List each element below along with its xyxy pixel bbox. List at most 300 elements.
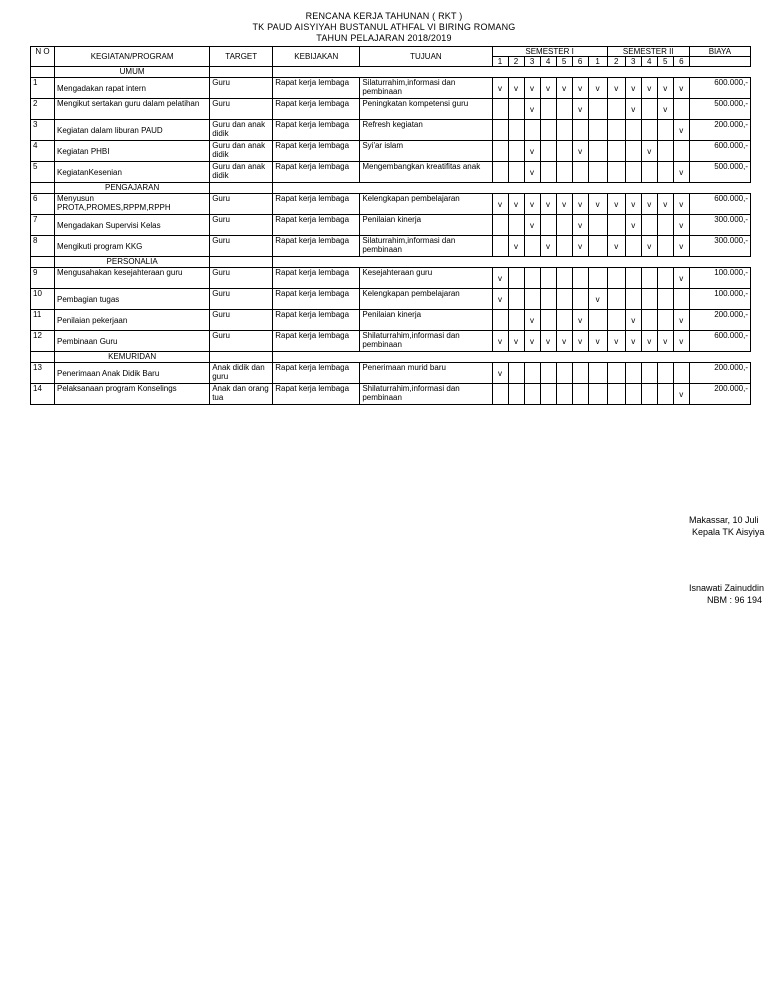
row-month-mark: v — [508, 331, 524, 352]
section-empty-cell — [657, 257, 673, 268]
row-biaya: 300.000,- — [689, 215, 750, 236]
row-month-mark — [540, 215, 556, 236]
row-month-mark: v — [657, 331, 673, 352]
row-month-mark — [588, 162, 607, 183]
row-month-mark: v — [524, 310, 540, 331]
row-month-mark: v — [492, 331, 508, 352]
row-tujuan: Penilaian kinerja — [360, 215, 492, 236]
row-no: 3 — [31, 120, 55, 141]
row-kebijakan: Rapat kerja lembaga — [273, 310, 360, 331]
row-month-mark: v — [572, 99, 588, 120]
section-no-empty — [31, 67, 55, 78]
row-month-mark: v — [492, 194, 508, 215]
row-month-mark — [572, 162, 588, 183]
row-month-mark: v — [540, 236, 556, 257]
section-empty-cell — [588, 257, 607, 268]
row-month-mark — [556, 384, 572, 405]
row-no: 1 — [31, 78, 55, 99]
row-month-mark — [625, 363, 641, 384]
row-month-mark — [607, 99, 625, 120]
col-header-biaya: BIAYA — [689, 47, 750, 57]
month-header-s2-3: 3 — [625, 57, 641, 67]
row-month-mark: v — [524, 194, 540, 215]
section-empty-cell — [492, 257, 508, 268]
row-program: Pelaksanaan program Konselings — [55, 384, 210, 405]
row-tujuan: Silaturrahim,informasi dan pembinaan — [360, 78, 492, 99]
row-month-mark: v — [492, 289, 508, 310]
row-program: Mengusahakan kesejahteraan guru — [55, 268, 210, 289]
table-row — [31, 120, 751, 141]
row-month-mark — [492, 120, 508, 141]
row-program: Kegiatan dalam liburan PAUD — [55, 120, 210, 141]
row-month-mark — [556, 141, 572, 162]
section-target-empty — [210, 67, 273, 78]
row-month-mark — [540, 120, 556, 141]
row-no: 12 — [31, 331, 55, 352]
row-kebijakan: Rapat kerja lembaga — [273, 78, 360, 99]
signature-place-date: Makassar, 10 Juli — [689, 515, 759, 525]
row-biaya: 500.000,- — [689, 162, 750, 183]
table-row — [31, 384, 751, 405]
row-month-mark: v — [657, 78, 673, 99]
row-target: Guru dan anak didik — [210, 141, 273, 162]
month-header-s2-6: 6 — [673, 57, 689, 67]
row-no: 5 — [31, 162, 55, 183]
row-month-mark: v — [492, 268, 508, 289]
row-month-mark — [556, 99, 572, 120]
rkt-body — [31, 67, 751, 405]
row-month-mark — [588, 236, 607, 257]
row-tujuan: Silaturrahim,informasi dan pembinaan — [360, 236, 492, 257]
section-empty-cell — [588, 183, 607, 194]
row-no: 4 — [31, 141, 55, 162]
row-month-mark — [492, 236, 508, 257]
month-header-s2-4: 4 — [641, 57, 657, 67]
section-empty-cell — [673, 183, 689, 194]
row-no: 14 — [31, 384, 55, 405]
section-empty-cell — [556, 257, 572, 268]
month-header-s1-3: 3 — [524, 57, 540, 67]
row-month-mark — [492, 384, 508, 405]
row-program: KegiatanKesenian — [55, 162, 210, 183]
table-row — [31, 363, 751, 384]
month-header-s2-5: 5 — [657, 57, 673, 67]
academic-year: TAHUN PELAJARAN 2018/2019 — [316, 33, 452, 43]
row-target: Guru dan anak didik — [210, 162, 273, 183]
document-header — [0, 11, 768, 44]
row-month-mark — [556, 215, 572, 236]
section-empty-cell — [540, 67, 556, 78]
row-month-mark: v — [641, 236, 657, 257]
section-empty-cell — [524, 67, 540, 78]
table-row — [31, 331, 751, 352]
row-month-mark — [607, 268, 625, 289]
row-biaya: 300.000,- — [689, 236, 750, 257]
row-month-mark — [540, 141, 556, 162]
row-target: Guru — [210, 268, 273, 289]
section-empty-cell — [360, 67, 492, 78]
row-month-mark — [673, 141, 689, 162]
row-month-mark: v — [556, 194, 572, 215]
row-program: Mengikut sertakan guru dalam pelatihan — [55, 99, 210, 120]
row-month-mark: v — [524, 78, 540, 99]
row-month-mark — [641, 384, 657, 405]
row-month-mark — [540, 99, 556, 120]
row-month-mark — [625, 384, 641, 405]
row-month-mark: v — [673, 215, 689, 236]
row-month-mark — [556, 162, 572, 183]
row-biaya: 600.000,- — [689, 141, 750, 162]
row-month-mark — [588, 120, 607, 141]
section-empty-cell — [572, 67, 588, 78]
row-month-mark — [607, 363, 625, 384]
table-row — [31, 310, 751, 331]
section-empty-cell — [273, 183, 360, 194]
table-row — [31, 78, 751, 99]
row-tujuan: Refresh kegiatan — [360, 120, 492, 141]
row-month-mark — [508, 268, 524, 289]
row-month-mark — [625, 120, 641, 141]
row-program: Penerimaan Anak Didik Baru — [55, 363, 210, 384]
row-biaya: 200.000,- — [689, 310, 750, 331]
section-empty-cell — [360, 257, 492, 268]
col-header-kebijakan: KEBIJAKAN — [273, 47, 360, 67]
row-month-mark — [572, 384, 588, 405]
row-month-mark: v — [556, 78, 572, 99]
section-target-empty — [210, 257, 273, 268]
row-month-mark — [641, 363, 657, 384]
row-target: Guru — [210, 99, 273, 120]
row-month-mark — [492, 215, 508, 236]
row-kebijakan: Rapat kerja lembaga — [273, 162, 360, 183]
row-no: 11 — [31, 310, 55, 331]
row-month-mark — [524, 268, 540, 289]
row-month-mark — [508, 310, 524, 331]
col-header-tujuan: TUJUAN — [360, 47, 492, 67]
section-empty-cell — [540, 352, 556, 363]
row-month-mark — [572, 363, 588, 384]
table-row — [31, 99, 751, 120]
row-month-mark: v — [572, 78, 588, 99]
section-empty-cell — [641, 257, 657, 268]
section-empty-cell — [492, 67, 508, 78]
row-month-mark — [556, 268, 572, 289]
table-row — [31, 215, 751, 236]
row-month-mark: v — [625, 194, 641, 215]
row-month-mark: v — [492, 78, 508, 99]
table-row — [31, 236, 751, 257]
row-month-mark: v — [524, 141, 540, 162]
row-month-mark: v — [492, 363, 508, 384]
row-kebijakan: Rapat kerja lembaga — [273, 268, 360, 289]
row-tujuan: Penilaian kinerja — [360, 310, 492, 331]
col-header-no: N O — [31, 47, 55, 67]
row-program: Menyusun PROTA,PROMES,RPPM,RPPH — [55, 194, 210, 215]
row-month-mark — [673, 99, 689, 120]
row-month-mark: v — [641, 194, 657, 215]
section-empty-cell — [673, 352, 689, 363]
month-header-s2-2: 2 — [607, 57, 625, 67]
row-month-mark — [657, 120, 673, 141]
row-month-mark — [588, 384, 607, 405]
row-program: Mengadakan Supervisi Kelas — [55, 215, 210, 236]
section-empty-cell — [689, 67, 750, 78]
row-month-mark: v — [540, 78, 556, 99]
row-month-mark — [508, 363, 524, 384]
row-biaya: 600.000,- — [689, 331, 750, 352]
section-empty-cell — [572, 257, 588, 268]
section-empty-cell — [492, 352, 508, 363]
row-month-mark: v — [625, 331, 641, 352]
row-biaya: 100.000,- — [689, 289, 750, 310]
section-empty-cell — [556, 183, 572, 194]
row-month-mark: v — [641, 331, 657, 352]
row-tujuan: Shilaturrahim,informasi dan pembinaan — [360, 331, 492, 352]
section-empty-cell — [508, 67, 524, 78]
row-month-mark — [657, 363, 673, 384]
section-no-empty — [31, 183, 55, 194]
row-month-mark — [556, 236, 572, 257]
row-month-mark — [556, 120, 572, 141]
row-month-mark: v — [572, 215, 588, 236]
section-empty-cell — [273, 67, 360, 78]
row-month-mark — [657, 384, 673, 405]
row-month-mark: v — [673, 120, 689, 141]
row-month-mark — [657, 268, 673, 289]
month-header-s1-2: 2 — [508, 57, 524, 67]
row-kebijakan: Rapat kerja lembaga — [273, 331, 360, 352]
row-month-mark: v — [625, 215, 641, 236]
row-month-mark: v — [673, 162, 689, 183]
row-month-mark: v — [508, 194, 524, 215]
row-month-mark: v — [540, 194, 556, 215]
row-no: 13 — [31, 363, 55, 384]
row-no: 2 — [31, 99, 55, 120]
row-month-mark: v — [524, 215, 540, 236]
row-month-mark: v — [607, 78, 625, 99]
section-empty-cell — [607, 352, 625, 363]
rkt-table — [30, 46, 751, 405]
month-header-s1-4: 4 — [540, 57, 556, 67]
section-title: PERSONALIA — [55, 257, 210, 268]
row-kebijakan: Rapat kerja lembaga — [273, 215, 360, 236]
row-month-mark: v — [572, 141, 588, 162]
row-month-mark — [524, 120, 540, 141]
row-month-mark: v — [657, 194, 673, 215]
section-empty-cell — [625, 183, 641, 194]
row-tujuan: Syi'ar islam — [360, 141, 492, 162]
row-month-mark: v — [524, 162, 540, 183]
school-name: TK PAUD AISYIYAH BUSTANUL ATHFAL VI BIRING ROMANG — [252, 22, 516, 32]
row-month-mark: v — [673, 384, 689, 405]
row-month-mark — [588, 268, 607, 289]
row-month-mark — [625, 289, 641, 310]
row-month-mark: v — [572, 331, 588, 352]
section-empty-cell — [524, 352, 540, 363]
row-month-mark — [492, 99, 508, 120]
row-month-mark: v — [625, 78, 641, 99]
row-kebijakan: Rapat kerja lembaga — [273, 141, 360, 162]
row-month-mark: v — [641, 141, 657, 162]
row-no: 10 — [31, 289, 55, 310]
table-row — [31, 162, 751, 183]
row-month-mark: v — [588, 289, 607, 310]
col-header-semester-2: SEMESTER II — [607, 47, 689, 57]
table-row — [31, 268, 751, 289]
row-month-mark — [556, 363, 572, 384]
row-month-mark — [641, 310, 657, 331]
row-month-mark — [657, 236, 673, 257]
section-target-empty — [210, 352, 273, 363]
table-row — [31, 194, 751, 215]
row-month-mark — [508, 289, 524, 310]
col-header-semester-1: SEMESTER I — [492, 47, 607, 57]
row-month-mark — [641, 162, 657, 183]
row-month-mark: v — [625, 310, 641, 331]
section-title: KEMURIDAN — [55, 352, 210, 363]
row-month-mark — [492, 310, 508, 331]
row-month-mark — [572, 289, 588, 310]
row-month-mark: v — [556, 331, 572, 352]
table-row — [31, 289, 751, 310]
row-biaya: 600.000,- — [689, 194, 750, 215]
row-month-mark — [607, 120, 625, 141]
section-target-empty — [210, 183, 273, 194]
section-empty-cell — [607, 183, 625, 194]
row-month-mark — [625, 141, 641, 162]
row-month-mark — [641, 215, 657, 236]
row-month-mark — [607, 384, 625, 405]
row-month-mark: v — [508, 236, 524, 257]
row-tujuan: Kelengkapan pembelajaran — [360, 289, 492, 310]
section-empty-cell — [607, 257, 625, 268]
row-month-mark — [540, 289, 556, 310]
row-no: 8 — [31, 236, 55, 257]
row-month-mark — [540, 384, 556, 405]
row-month-mark: v — [673, 194, 689, 215]
row-month-mark — [607, 162, 625, 183]
row-no: 7 — [31, 215, 55, 236]
section-empty-cell — [641, 67, 657, 78]
row-month-mark: v — [524, 331, 540, 352]
row-month-mark — [641, 268, 657, 289]
row-kebijakan: Rapat kerja lembaga — [273, 120, 360, 141]
section-empty-cell — [556, 67, 572, 78]
row-tujuan: Shilaturrahim,informasi dan pembinaan — [360, 384, 492, 405]
row-program: Pembagian tugas — [55, 289, 210, 310]
row-biaya: 500.000,- — [689, 99, 750, 120]
section-empty-cell — [625, 257, 641, 268]
section-empty-cell — [689, 352, 750, 363]
row-kebijakan: Rapat kerja lembaga — [273, 236, 360, 257]
section-empty-cell — [689, 257, 750, 268]
row-month-mark — [588, 310, 607, 331]
row-month-mark — [524, 236, 540, 257]
row-biaya: 200.000,- — [689, 120, 750, 141]
row-month-mark: v — [572, 194, 588, 215]
row-target: Guru — [210, 236, 273, 257]
row-month-mark — [607, 215, 625, 236]
row-month-mark — [657, 289, 673, 310]
row-month-mark: v — [588, 331, 607, 352]
section-empty-cell — [273, 352, 360, 363]
row-month-mark — [556, 289, 572, 310]
row-month-mark — [588, 99, 607, 120]
row-month-mark — [641, 289, 657, 310]
section-no-empty — [31, 257, 55, 268]
section-no-empty — [31, 352, 55, 363]
row-month-mark — [508, 384, 524, 405]
col-header-program: KEGIATAN/PROGRAM — [55, 47, 210, 67]
row-month-mark — [556, 310, 572, 331]
section-empty-cell — [572, 352, 588, 363]
signature-nbm: NBM : 96 194 — [707, 595, 763, 605]
section-empty-cell — [625, 67, 641, 78]
row-month-mark: v — [572, 310, 588, 331]
signature-name: Isnawati Zainuddin — [689, 583, 765, 593]
row-month-mark — [492, 162, 508, 183]
row-month-mark — [625, 236, 641, 257]
row-tujuan: Peningkatan kompetensi guru — [360, 99, 492, 120]
row-month-mark: v — [607, 236, 625, 257]
section-empty-cell — [625, 352, 641, 363]
row-month-mark — [572, 120, 588, 141]
row-target: Anak dan orang tua — [210, 384, 273, 405]
section-empty-cell — [657, 67, 673, 78]
section-empty-cell — [508, 257, 524, 268]
row-tujuan: Kelengkapan pembelajaran — [360, 194, 492, 215]
row-program: Kegiatan PHBI — [55, 141, 210, 162]
row-month-mark — [540, 162, 556, 183]
row-month-mark: v — [673, 78, 689, 99]
section-empty-cell — [657, 183, 673, 194]
row-target: Anak didik dan guru — [210, 363, 273, 384]
section-empty-cell — [657, 352, 673, 363]
row-month-mark: v — [607, 194, 625, 215]
section-empty-cell — [556, 352, 572, 363]
col-header-target: TARGET — [210, 47, 273, 67]
row-target: Guru — [210, 194, 273, 215]
row-month-mark — [641, 120, 657, 141]
row-month-mark — [673, 363, 689, 384]
row-target: Guru — [210, 215, 273, 236]
row-month-mark — [508, 99, 524, 120]
row-month-mark: v — [625, 99, 641, 120]
row-biaya: 600.000,- — [689, 78, 750, 99]
row-month-mark — [540, 310, 556, 331]
row-month-mark: v — [673, 236, 689, 257]
row-kebijakan: Rapat kerja lembaga — [273, 99, 360, 120]
row-biaya: 200.000,- — [689, 363, 750, 384]
row-month-mark — [607, 310, 625, 331]
row-program: Mengikuti program KKG — [55, 236, 210, 257]
row-month-mark: v — [572, 236, 588, 257]
section-empty-cell — [540, 257, 556, 268]
month-header-s2-1: 1 — [588, 57, 607, 67]
row-no: 9 — [31, 268, 55, 289]
month-header-s1-5: 5 — [556, 57, 572, 67]
row-biaya: 100.000,- — [689, 268, 750, 289]
row-month-mark — [673, 289, 689, 310]
section-empty-cell — [273, 257, 360, 268]
row-month-mark — [625, 268, 641, 289]
row-month-mark — [508, 162, 524, 183]
row-month-mark: v — [607, 331, 625, 352]
section-title: UMUM — [55, 67, 210, 78]
row-program: Pembinaan Guru — [55, 331, 210, 352]
row-month-mark — [607, 289, 625, 310]
row-program: Mengadakan rapat intern — [55, 78, 210, 99]
